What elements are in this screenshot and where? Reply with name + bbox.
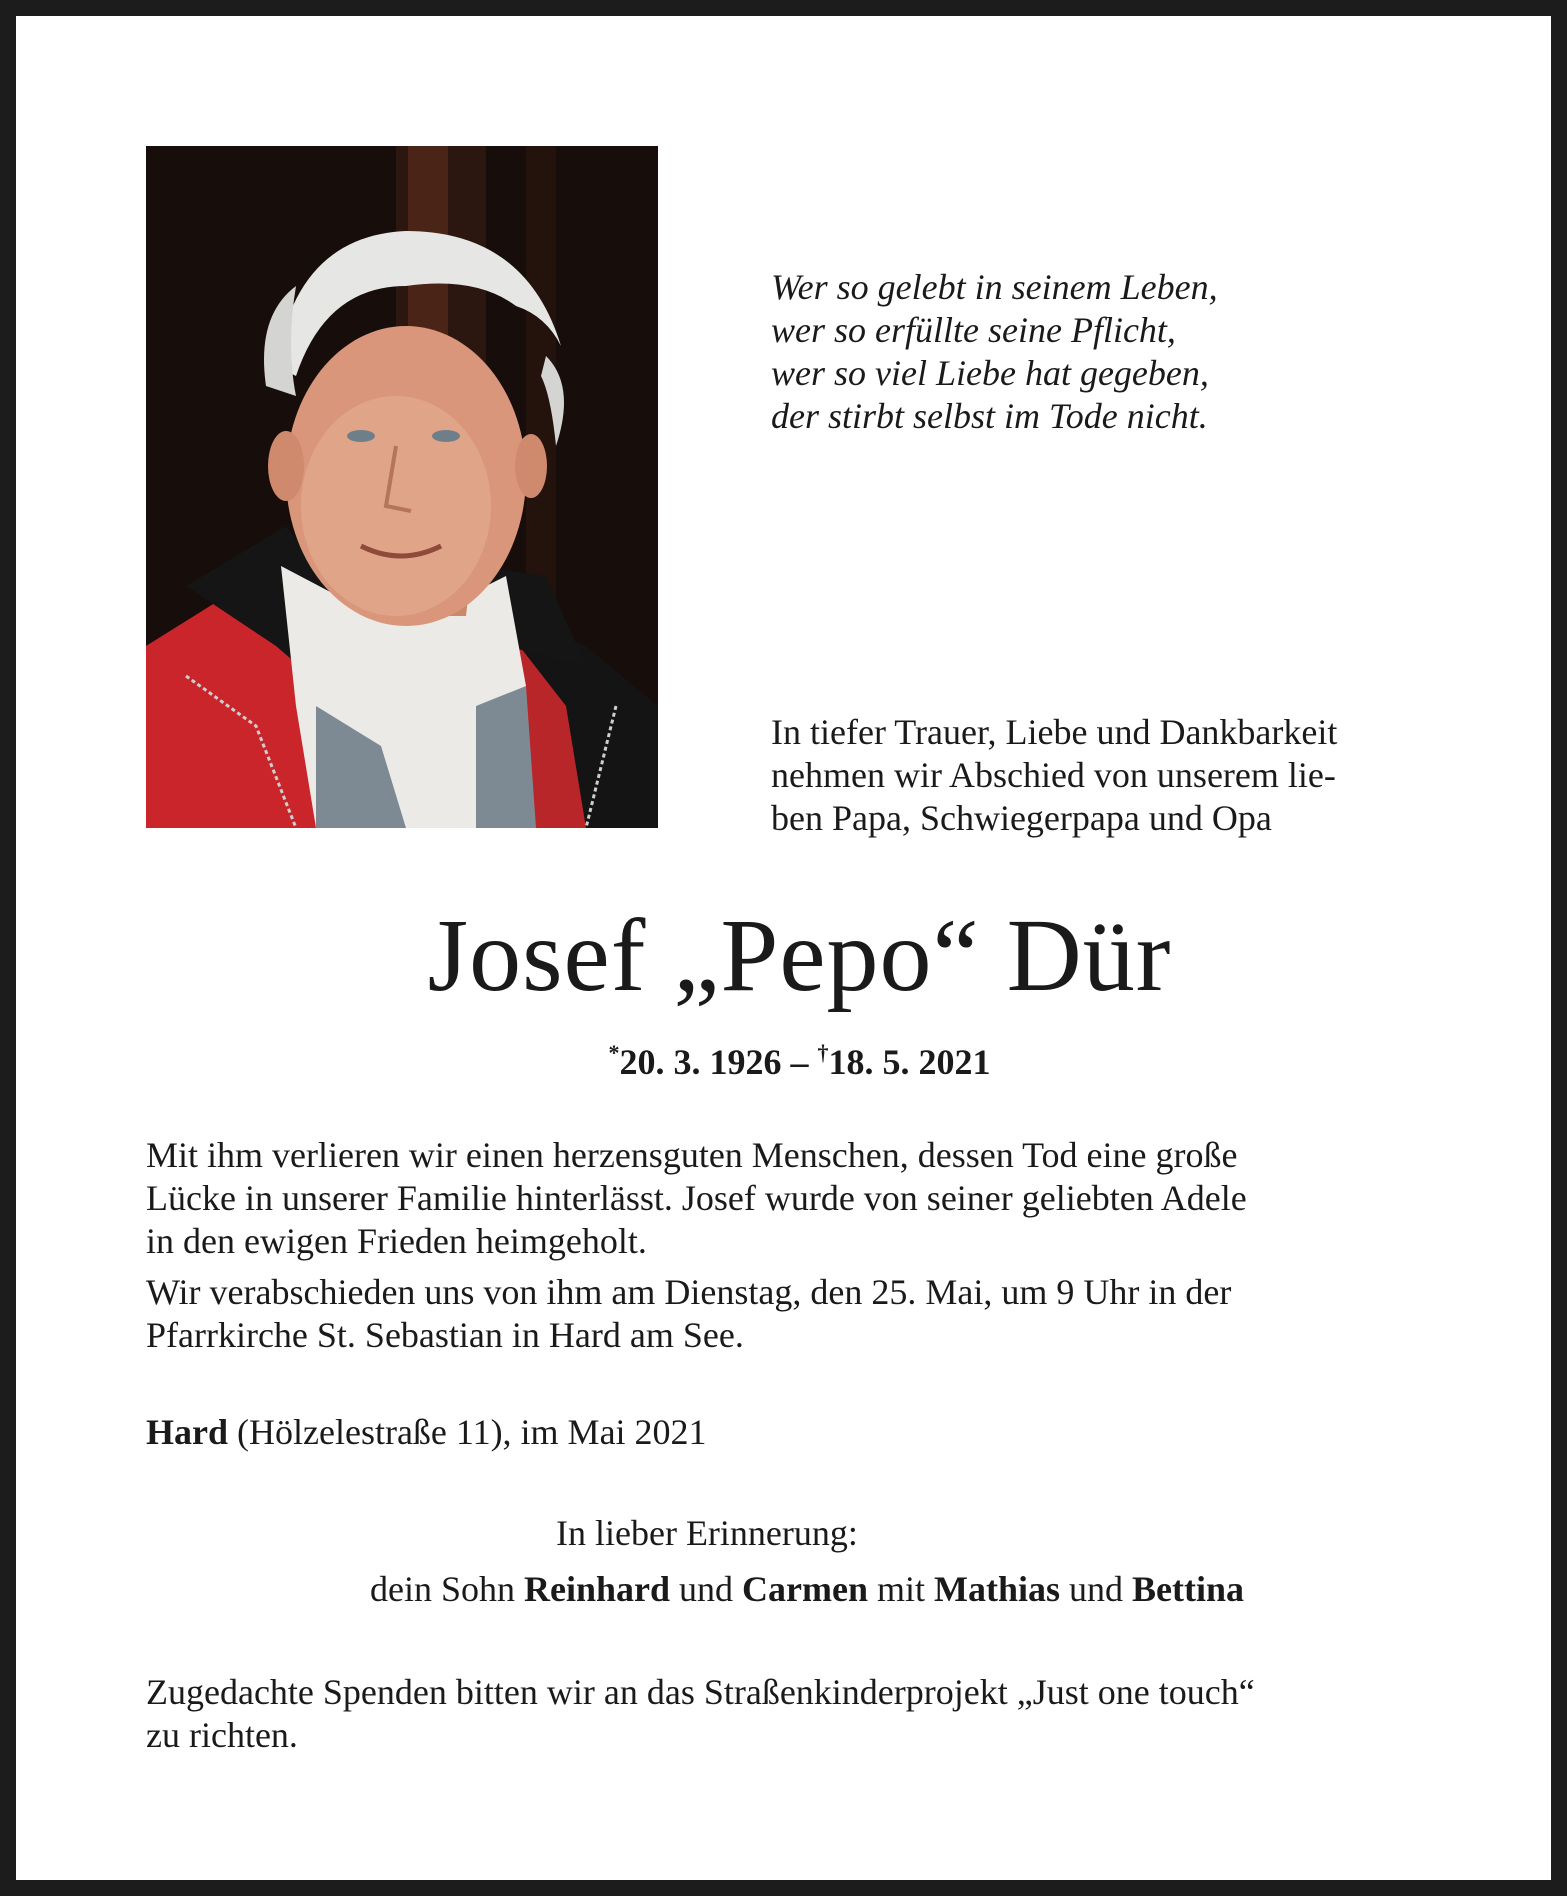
body-line: Pfarrkirche St. Sebastian in Hard am See.	[146, 1315, 744, 1355]
family-name: Reinhard	[524, 1569, 671, 1609]
obituary-body	[146, 1134, 1466, 1365]
family-prefix: dein Sohn	[370, 1569, 525, 1609]
memory-title: In lieber Erinnerung:	[556, 1513, 858, 1553]
donation-note	[146, 1671, 1255, 1757]
body-line: Lücke in unserer Familie hinterlässt. Josef wurde von seiner geliebten Adele	[146, 1178, 1247, 1218]
poem-line: der stirbt selbst im Tode nicht.	[771, 396, 1208, 436]
place-town: Hard	[146, 1412, 229, 1452]
body-line: Mit ihm verlieren wir einen herzensguten Menschen, dessen Tod eine große	[146, 1135, 1238, 1175]
body-line: in den ewigen Frieden heimgeholt.	[146, 1221, 647, 1261]
poem-line: wer so erfüllte seine Pflicht,	[771, 310, 1176, 350]
death-symbol: †	[817, 1040, 829, 1065]
body-paragraph-1	[146, 1134, 1466, 1263]
place-and-date	[146, 1411, 707, 1454]
poem-line: Wer so gelebt in seinem Leben,	[771, 267, 1218, 307]
poem-line: wer so viel Liebe hat gegeben,	[771, 353, 1209, 393]
intro-line: nehmen wir Abschied von unserem lie-	[771, 755, 1336, 795]
body-line: Wir verabschieden uns von ihm am Dienstag, den 25. Mai, um 9 Uhr in der	[146, 1272, 1232, 1312]
donation-line: Zugedachte Spenden bitten wir an das Straßenkinderprojekt „Just one touch“	[146, 1672, 1255, 1712]
birth-date: 20. 3. 1926	[619, 1042, 782, 1082]
birth-symbol: *	[608, 1040, 620, 1065]
place-address-date: (Hölzelestraße 11), im Mai 2021	[228, 1412, 707, 1452]
portrait-illustration	[146, 146, 658, 828]
family-conjunction: mit	[868, 1569, 935, 1609]
body-paragraph-2	[146, 1271, 1466, 1357]
portrait-photo	[146, 146, 658, 828]
intro-line: In tiefer Trauer, Liebe und Dankbarkeit	[771, 712, 1338, 752]
date-separator: –	[781, 1042, 818, 1082]
family-name: Mathias	[934, 1569, 1061, 1609]
family-name: Bettina	[1132, 1569, 1245, 1609]
donation-line: zu richten.	[146, 1715, 298, 1755]
family-conjunction: und	[1060, 1569, 1133, 1609]
death-date: 18. 5. 2021	[828, 1042, 991, 1082]
family-conjunction: und	[670, 1569, 743, 1609]
intro-line: ben Papa, Schwiegerpapa und Opa	[771, 798, 1272, 838]
deceased-name: Josef „Pepo“ Dür	[427, 898, 1172, 1013]
family-name: Carmen	[742, 1569, 869, 1609]
memorial-poem	[771, 266, 1218, 438]
mourning-intro	[771, 711, 1337, 840]
family-signature	[370, 1568, 1244, 1611]
life-dates	[16, 1031, 1567, 1084]
